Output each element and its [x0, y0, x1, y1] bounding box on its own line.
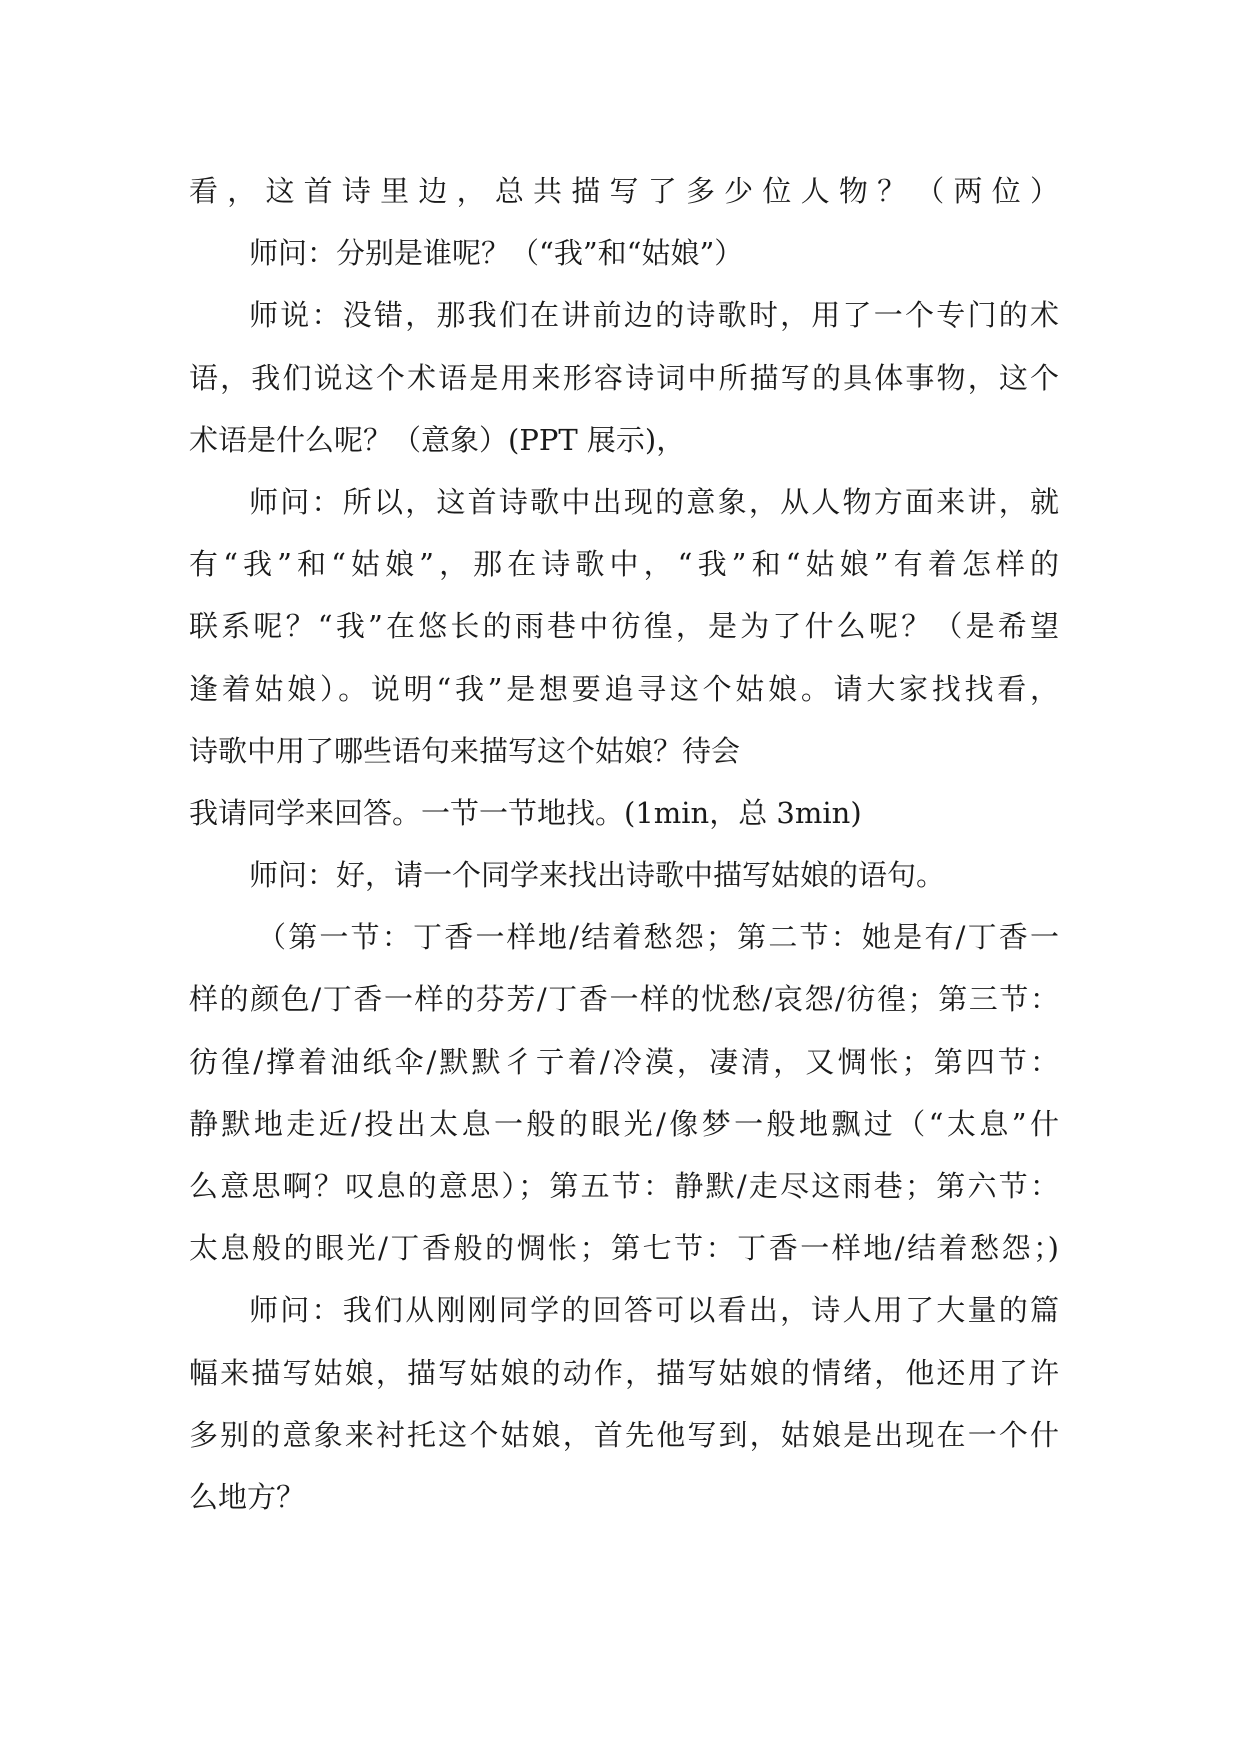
text-line: 静默地走近/投出太息一般的眼光/像梦一般地飘过（“太息”什 — [189, 1106, 1059, 1141]
text-line: 逢着姑娘）。说明“我”是想要追寻这个姑娘。请大家找找看， — [189, 671, 1059, 706]
text-line: 多别的意象来衬托这个姑娘，首先他写到，姑娘是出现在一个什 — [189, 1417, 1059, 1452]
text-line: 有“我”和“姑娘”，那在诗歌中，“我”和“姑娘”有着怎样的 — [189, 547, 1059, 582]
text-line: 样的颜色/丁香一样的芬芳/丁香一样的忧愁/哀怨/彷徨；第三节： — [189, 982, 1059, 1017]
text-line: 么意思啊？叹息的意思）；第五节：静默/走尽这雨巷；第六节： — [189, 1169, 1059, 1203]
text-line: 看，这首诗里边，总共描写了多少位人物？（两位） — [189, 174, 1059, 208]
text-line: 我请同学来回答。一节一节地找。(1min，总 3min) — [189, 795, 862, 830]
text-line: 彷徨/撑着油纸伞/默默彳亍着/冷漠，凄清，又惆怅；第四节： — [189, 1044, 1059, 1079]
text-line: 师问：分别是谁呢？（“我”和“姑娘”） — [249, 236, 744, 271]
text-line: 幅来描写姑娘，描写姑娘的动作，描写姑娘的情绪，他还用了许 — [189, 1355, 1059, 1390]
text-line: 师说：没错，那我们在讲前边的诗歌时，用了一个专门的术 — [249, 298, 1059, 333]
document-body — [189, 160, 1059, 1528]
text-line: 么地方？ — [189, 1479, 306, 1514]
text-line: 太息般的眼光/丁香般的惆怅；第七节：丁香一样地/结着愁怨；) — [189, 1231, 1059, 1266]
text-line: 联系呢？“我”在悠长的雨巷中彷徨，是为了什么呢？（是希望 — [189, 609, 1059, 644]
text-line: 诗歌中用了哪些语句来描写这个姑娘？待会 — [189, 733, 741, 768]
text-line: 师问：好，请一个同学来找出诗歌中描写姑娘的语句。 — [249, 858, 946, 893]
text-line: （第一节：丁香一样地/结着愁怨；第二节：她是有/丁香一 — [257, 920, 1059, 955]
text-line: 术语是什么呢？（意象）(PPT 展示)， — [189, 422, 686, 457]
text-line: 语，我们说这个术语是用来形容诗词中所描写的具体事物，这个 — [189, 360, 1059, 395]
text-line: 师问：我们从刚刚同学的回答可以看出，诗人用了大量的篇 — [249, 1293, 1059, 1328]
text-line: 师问：所以，这首诗歌中出现的意象，从人物方面来讲，就 — [249, 484, 1059, 519]
